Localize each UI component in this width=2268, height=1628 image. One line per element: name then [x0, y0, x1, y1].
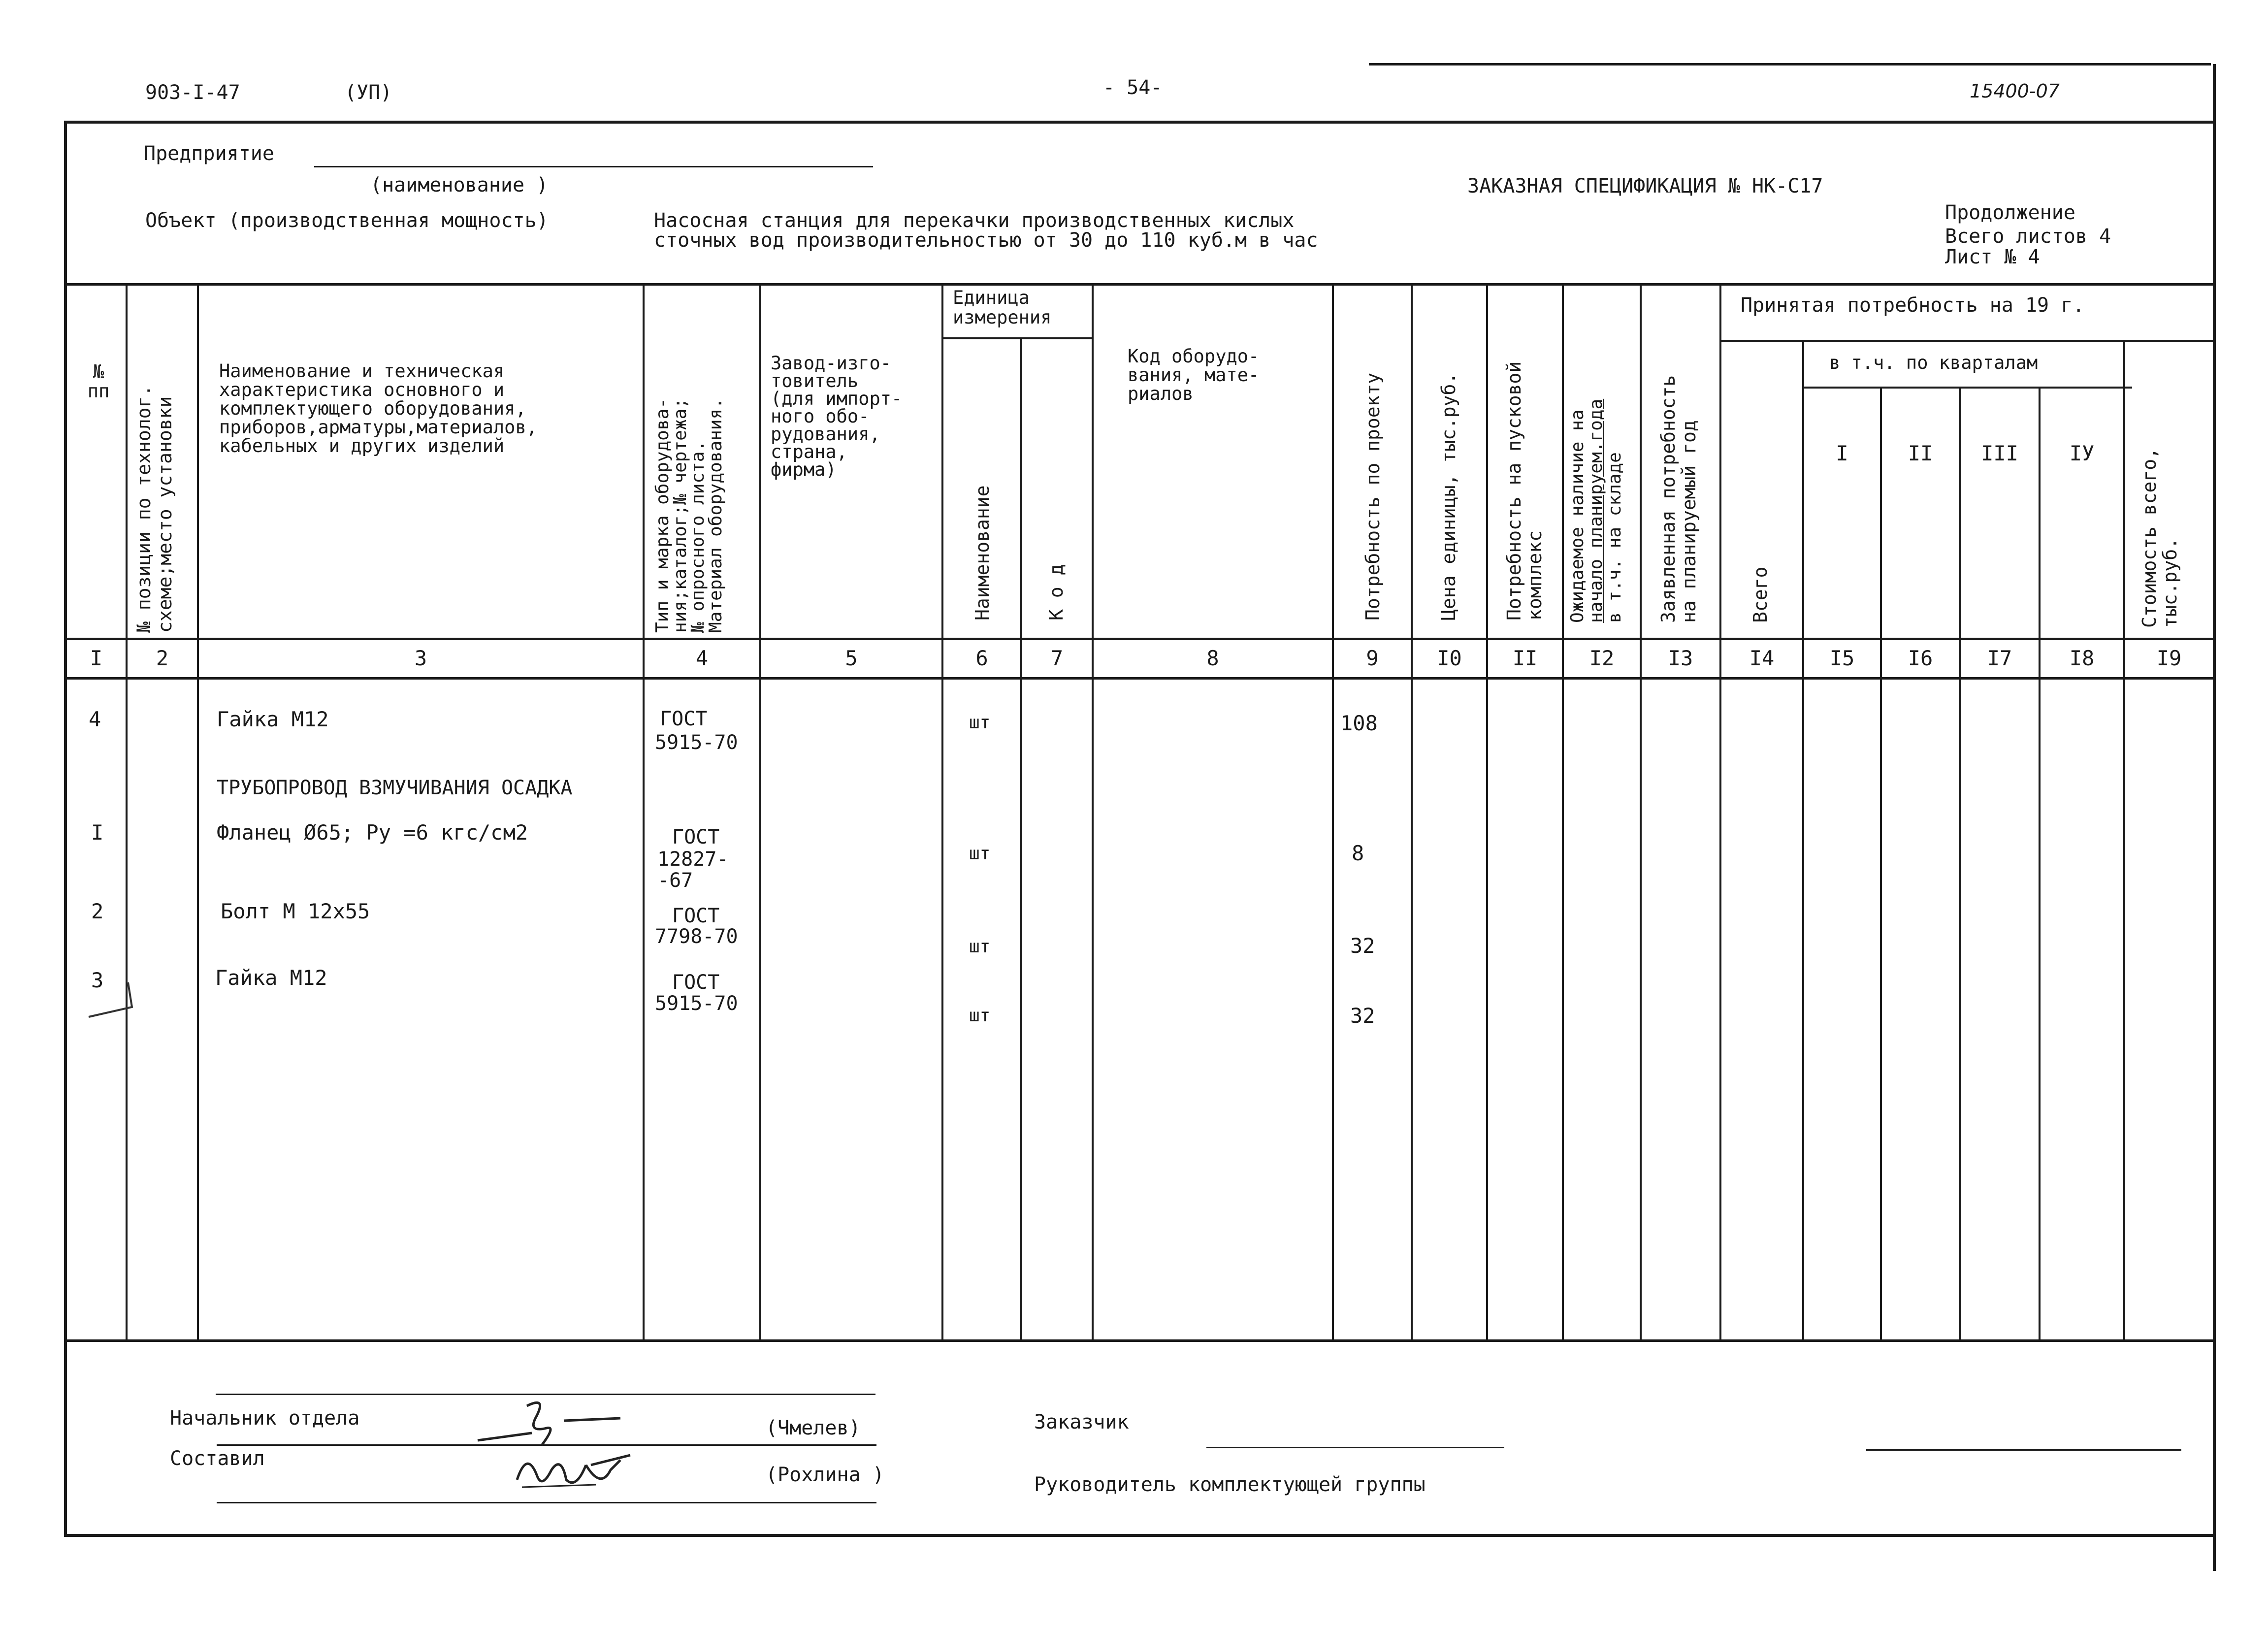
- col-12-header-line-2: начало планируем.года: [1586, 398, 1606, 623]
- col-14-header: Всего: [1750, 566, 1771, 623]
- composed-name: (Рохлина ): [766, 1464, 884, 1486]
- unit-group-header-line: измерения: [953, 307, 1052, 328]
- col-number: I0: [1437, 646, 1462, 670]
- col-8-header-line: Код оборудо-: [1128, 346, 1260, 367]
- col-line-16: [1959, 387, 1961, 1341]
- enterprise-label: Предприятие: [144, 142, 274, 165]
- numbers-row-top: [64, 638, 2216, 640]
- col-13-header-line-1: Заявленная потребность: [1657, 375, 1679, 623]
- col-7-header: К о д: [1045, 564, 1067, 620]
- row-2-type-line-3: -67: [657, 869, 693, 892]
- top-dashed-line: [1369, 63, 2211, 65]
- quarters-header: в т.ч. по кварталам: [1829, 352, 2038, 373]
- col-number: I: [90, 646, 103, 670]
- row-4-type-line-2: 5915-70: [655, 992, 738, 1015]
- row-2-name: Фланец Ø65; Ру =6 кгс/см2: [217, 820, 528, 845]
- col-8-header-line: вания, мате-: [1128, 364, 1260, 386]
- sheet-number: Лист № 4: [1945, 246, 2040, 268]
- quarter-2-header: II: [1908, 441, 1933, 465]
- row-2-pp: I: [91, 820, 104, 845]
- col-13-header-line-2: на планируемый год: [1678, 420, 1700, 623]
- row-2-qty: 8: [1352, 841, 1364, 865]
- col-19-header-line-2: тыс.руб.: [2159, 537, 2181, 628]
- row-3-type-line-1: ГОСТ: [672, 905, 720, 927]
- table-bottom: [64, 1339, 2216, 1342]
- col-line-9: [1411, 283, 1413, 1341]
- accepted-divider: [1719, 340, 2216, 342]
- col-number: 9: [1366, 646, 1379, 670]
- col-number: I9: [2156, 646, 2182, 670]
- col-5-header-line: страна,: [771, 441, 847, 462]
- col-number: I4: [1749, 646, 1775, 670]
- enterprise-underline: [314, 166, 873, 167]
- col-line-8: [1332, 283, 1334, 1341]
- spec-title: ЗАКАЗНАЯ СПЕЦИФИКАЦИЯ № НК-С17: [1467, 175, 1823, 197]
- col-line-10: [1486, 283, 1488, 1341]
- unit-group-header: [953, 288, 1051, 327]
- object-label: Объект (производственная мощность): [145, 209, 549, 232]
- col-5-header-line: рудования,: [771, 423, 880, 445]
- col-5-header-line: ного обо-: [771, 406, 870, 427]
- col-12-header-line-3: в т.ч. на складе: [1605, 452, 1625, 623]
- col-number: I3: [1668, 646, 1693, 670]
- row-3-pp: 2: [91, 899, 104, 923]
- object-line-1: Насосная станция для перекачки производственных кислых: [654, 209, 1295, 232]
- col-2-header-line-2: схеме;место установки: [154, 396, 176, 633]
- customer-line-right: [1866, 1449, 2181, 1451]
- col-number: 6: [975, 646, 988, 670]
- row-1-pp: 4: [89, 707, 101, 731]
- frame-top: [64, 121, 2216, 124]
- unit-group-header-line: Единица: [953, 287, 1030, 308]
- col-3-header-line: Наименование и техническая: [219, 360, 505, 382]
- col-4-header-line-2: ния;каталог;№ чертежа;: [670, 398, 690, 633]
- col-4-header-line-1: Тип и марка оборудова-: [652, 398, 673, 633]
- frame-bottom: [64, 1534, 2216, 1537]
- composed-label: Составил: [170, 1447, 265, 1470]
- group-head-label: Руководитель комплектующей группы: [1034, 1473, 1426, 1496]
- col-number: 5: [845, 646, 858, 670]
- row-4-pp: 3: [91, 968, 104, 992]
- quarter-4-header: IУ: [2069, 441, 2095, 465]
- col-number: 2: [156, 646, 169, 670]
- row-1-qty: 108: [1340, 711, 1378, 735]
- row-4-type-line-1: ГОСТ: [672, 971, 720, 994]
- col-4-header-line-3: № опросного листа.: [688, 440, 708, 633]
- col-5-header-line: фирма): [771, 459, 837, 480]
- row-4-unit: шт: [969, 1006, 991, 1026]
- col-line-14: [1802, 340, 1804, 1341]
- col-5-header: [771, 355, 902, 479]
- col-number: I6: [1908, 646, 1933, 670]
- doc-code: 903-I-47: [145, 81, 240, 104]
- frame-left: [64, 121, 67, 1536]
- row-1-type-line-2: 5915-70: [655, 731, 738, 754]
- doc-suffix: (УП): [345, 81, 392, 104]
- col-number: 7: [1050, 646, 1064, 670]
- name-hint: (наименование ): [370, 174, 549, 196]
- album-number: 15400-07: [1970, 80, 2060, 102]
- object-line-2: сточных вод производительностью от 30 до 110 куб.м в час: [654, 229, 1318, 252]
- margin-mark-icon: [79, 977, 138, 1022]
- section-heading: ТРУБОПРОВОД ВЗМУЧИВАНИЯ ОСАДКА: [217, 777, 573, 799]
- col-line-5: [941, 283, 943, 1341]
- col-line-15: [1880, 387, 1882, 1341]
- col-line-2: [197, 283, 199, 1341]
- signature-dept-head: [473, 1386, 650, 1455]
- col-line-4: [759, 283, 761, 1341]
- numbers-row-bottom: [64, 677, 2216, 680]
- frame-right: [2213, 64, 2216, 1571]
- col-line-11: [1562, 283, 1564, 1341]
- col-line-6: [1020, 337, 1022, 1341]
- customer-label: Заказчик: [1034, 1411, 1129, 1433]
- col-line-17: [2039, 387, 2041, 1341]
- col-12-header-line-1: Ожидаемое наличие на: [1567, 409, 1588, 623]
- col-number: I7: [1987, 646, 2012, 670]
- row-2-type-line-1: ГОСТ: [672, 826, 720, 848]
- row-3-qty: 32: [1350, 934, 1375, 958]
- col-3-header-line: характеристика основного и: [219, 379, 505, 400]
- col-1-header: № пп: [87, 361, 110, 402]
- dept-head-label: Начальник отдела: [170, 1407, 360, 1430]
- row-4-qty: 32: [1350, 1004, 1375, 1028]
- page-number: - 54-: [1103, 76, 1163, 99]
- col-line-7: [1092, 283, 1094, 1341]
- row-3-unit: шт: [969, 937, 991, 957]
- col-number: 8: [1206, 646, 1219, 670]
- col-number: 4: [695, 646, 709, 670]
- accepted-header: Принятая потребность на 19 г.: [1741, 294, 2085, 317]
- customer-line: [1206, 1447, 1504, 1448]
- col-11-header-line-1: Потребность на пусковой: [1503, 361, 1525, 620]
- quarter-1-header: I: [1836, 441, 1848, 465]
- row-1-name: Гайка М12: [217, 707, 329, 731]
- row-2-unit: шт: [969, 844, 991, 864]
- col-5-header-line: товитель: [771, 370, 859, 391]
- col-5-header-line: (для импорт-: [771, 388, 903, 409]
- header-divider: [64, 283, 2216, 286]
- dept-head-name: (Чмелев): [766, 1417, 861, 1439]
- col-number: I5: [1829, 646, 1855, 670]
- col-8-header-line: риалов: [1128, 383, 1194, 404]
- col-8-header: [1128, 347, 1259, 403]
- col-9-header: Потребность по проекту: [1362, 372, 1384, 620]
- total-sheets: Всего листов 4: [1945, 225, 2111, 248]
- col-2-header-line-1: № позиции по технолог.: [133, 385, 155, 633]
- col-line-12: [1640, 283, 1642, 1341]
- col-11-header-line-2: комплекс: [1524, 530, 1546, 620]
- col-6-header: Наименование: [972, 485, 993, 620]
- row-4-name: Гайка М12: [215, 966, 327, 990]
- col-3-header: [219, 362, 537, 456]
- col-line-1: [126, 283, 128, 1341]
- row-2-type-line-2: 12827-: [657, 848, 729, 871]
- continuation: Продолжение: [1945, 201, 2075, 224]
- col-line-18: [2123, 340, 2125, 1341]
- col-5-header-line: Завод-изго-: [771, 353, 892, 374]
- row-1-unit: шт: [969, 713, 991, 733]
- col-3-header-line: кабельных и других изделий: [219, 435, 505, 456]
- row-3-type-line-2: 7798-70: [655, 925, 738, 948]
- col-line-3: [643, 283, 645, 1341]
- col-3-header-line: комплектующего оборудования,: [219, 398, 526, 419]
- col-line-13: [1719, 283, 1721, 1341]
- col-19-header-line-1: Стоимость всего,: [2138, 447, 2160, 628]
- col-4-header-line-4: Материал оборудования.: [706, 398, 726, 633]
- col-3-header-line: приборов,арматуры,материалов,: [219, 417, 538, 438]
- unit-group-divider: [941, 337, 1092, 339]
- col-number: I2: [1589, 646, 1615, 670]
- row-3-name: Болт М 12х55: [221, 899, 370, 923]
- col-number: I8: [2069, 646, 2095, 670]
- col-10-header: Цена единицы, тыс.руб.: [1438, 372, 1459, 620]
- col-number: II: [1512, 646, 1538, 670]
- row-1-type-line-1: ГОСТ: [660, 708, 708, 730]
- col-number: 3: [414, 646, 427, 670]
- signature-composer: [507, 1445, 655, 1499]
- quarters-divider: [1802, 387, 2132, 389]
- footer-line-3: [217, 1502, 876, 1503]
- quarter-3-header: III: [1981, 441, 2018, 465]
